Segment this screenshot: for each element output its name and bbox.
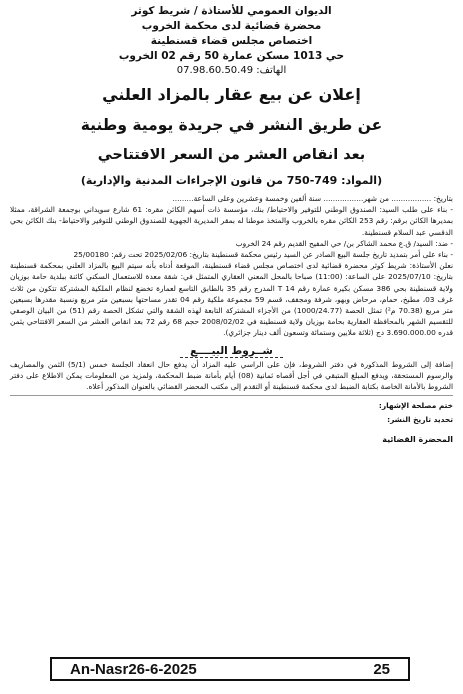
publication-date-line: تحديد تاريخ النشر: xyxy=(387,415,453,425)
page-number: 25 xyxy=(373,660,390,678)
bailiff-phone: الهاتف: 07.98.60.50.49 xyxy=(176,65,287,76)
divider xyxy=(10,395,453,396)
sale-conditions-text: إضافة إلى الشروط المذكورة في دفتر الشروط، فإن على الراسي عليه المزاد أن يدفع حال انعقاد الجلسة خمس (5/1) الثمن والمصاريف والرسوم المستحقة، ويدفع المبلغ المتبقي في أجل أقصاه ثمانية (08) أيام بأمانة ضبط المحكمة، ولمزيد من المعلومات يمكن الاطلاع على دفتر الشروط بالأمانة الخاصة بكتابة الضبط لدى محكمة قسنطينة أو التقدم إلى مكتب المحضر القضائي بالعنوان المذكور أعلاه. xyxy=(10,359,454,392)
bailiff-signature: المحضرة القضائية xyxy=(382,435,453,445)
bailiff-address: حي 1013 مسكن عمارة 50 رقم 02 الخروب xyxy=(118,50,345,62)
defendant-paragraph: - ضد: السيد/ ق.ع محمد الشاكر بن/ حي المفيح القديم رقم 24 الخروب xyxy=(235,238,453,248)
sale-conditions-title: شــروط البيــــع xyxy=(10,345,453,357)
bailiff-court: محضرة قضائية لدى محكمة الخروب xyxy=(141,20,322,32)
notice-title-line1: إعلان عن بيع عقار بالمزاد العلني xyxy=(102,85,361,104)
bailiff-jurisdiction: اختصاص مجلس قضاء قسنطينة xyxy=(150,35,313,47)
order-paragraph: - بناء على أمر بتمديد تاريخ جلسة البيع الصادر عن السيد رئيس محكمة قسنطينة بتاريخ: 2025/02/06 تحت رقم: 25/00180 xyxy=(73,250,453,260)
newspaper-name-date: An-Nasr26-6-2025 xyxy=(70,660,197,678)
plaintiff-paragraph: - بناء على طلب السيد: الصندوق الوطني للتوفير والاحتياط/ بنك، مؤسسة ذات أسهم الكائن مقره: 61 شارع سويداني بوجمعة الشراقة، ممثلا بمديرها الكائن برقم: رقم 253 الكائن مقره بالخروب والمتخذ موطنا له بمقر المديرية الجهوية للصندوق الوطني للتوفير والاحتياط- بنك الكائن بحي الدقسي عبد السلام قسنطينة. xyxy=(10,205,454,237)
newspaper-footer xyxy=(50,657,410,681)
property-description: نعلن الأستاذة: شريط كوثر محضرة قضائية لدى اختصاص مجلس قضاء قسنطينة، الموقعة أدناه بأنه سيتم البيع بالمزاد العلني بمحكمة قسنطينة بتاريخ: 2025/07/10 على الساعة: (11:00) صباحا بالمحل المعني العقاري المتمثل في: شقة معدة للاستعمال السكني كائنة ببلدية حامة بوزيان ولاية قسنطينة بحي 386 مسكن بكيرة عمارة رقم 14 T المدرج رقم 35 بالطابق التاسع لعمارة تخضع لنظام الملكية المشتركة تتكون من ثلاث غرف 03، مطبخ، حمام، مرحاض وبهو، شرفة ومجفف، قسم 59 مجموعة ملكية رقم 04 تقدر مساحتها بسبعين متر مربع ونسبة مقدرها بسبعين متر مربع (70.38 م²) تمثل الحصة (1000/24.77) من الأجزاء المشتركة التابعة لهذه الشقة والتي تشكل الحصة رقم (51) من البيان الوصفي للتقسيم الشهر بالمحافظة العقارية بحامة بوزيان ولاية قسنطينة في 2008/02/02 حجم 68 رقم 72 بعد انقاص العشر من السعر الافتتاحي يثمن قدره 3.690.000.00 دج (ثلاثة ملايين وستمائة وتسعون ألف دينار جزائري). xyxy=(10,261,453,338)
legal-articles: (المواد: 749-750 من قانون الإجراءات المدنية والإدارية) xyxy=(80,174,383,187)
notice-title-line3: بعد انقاص العشر من السعر الافتتاحي xyxy=(97,147,366,163)
bailiff-office-name: الديوان العمومي للأستاذة / شريط كوثر xyxy=(131,5,332,17)
notice-body xyxy=(10,193,453,339)
publicity-stamp-line: ختم مصلحة الإشهار: xyxy=(378,401,453,411)
notice-title-line2: عن طريق النشر في جريدة يومية وطنية xyxy=(80,116,383,134)
bailiff-header xyxy=(10,4,453,78)
notice-title xyxy=(10,80,453,170)
notice-date-line: بتاريخ: ................. من شهر................. سنة ألفين وخمسة وعشرين وعلى الساعة......... xyxy=(172,194,453,203)
